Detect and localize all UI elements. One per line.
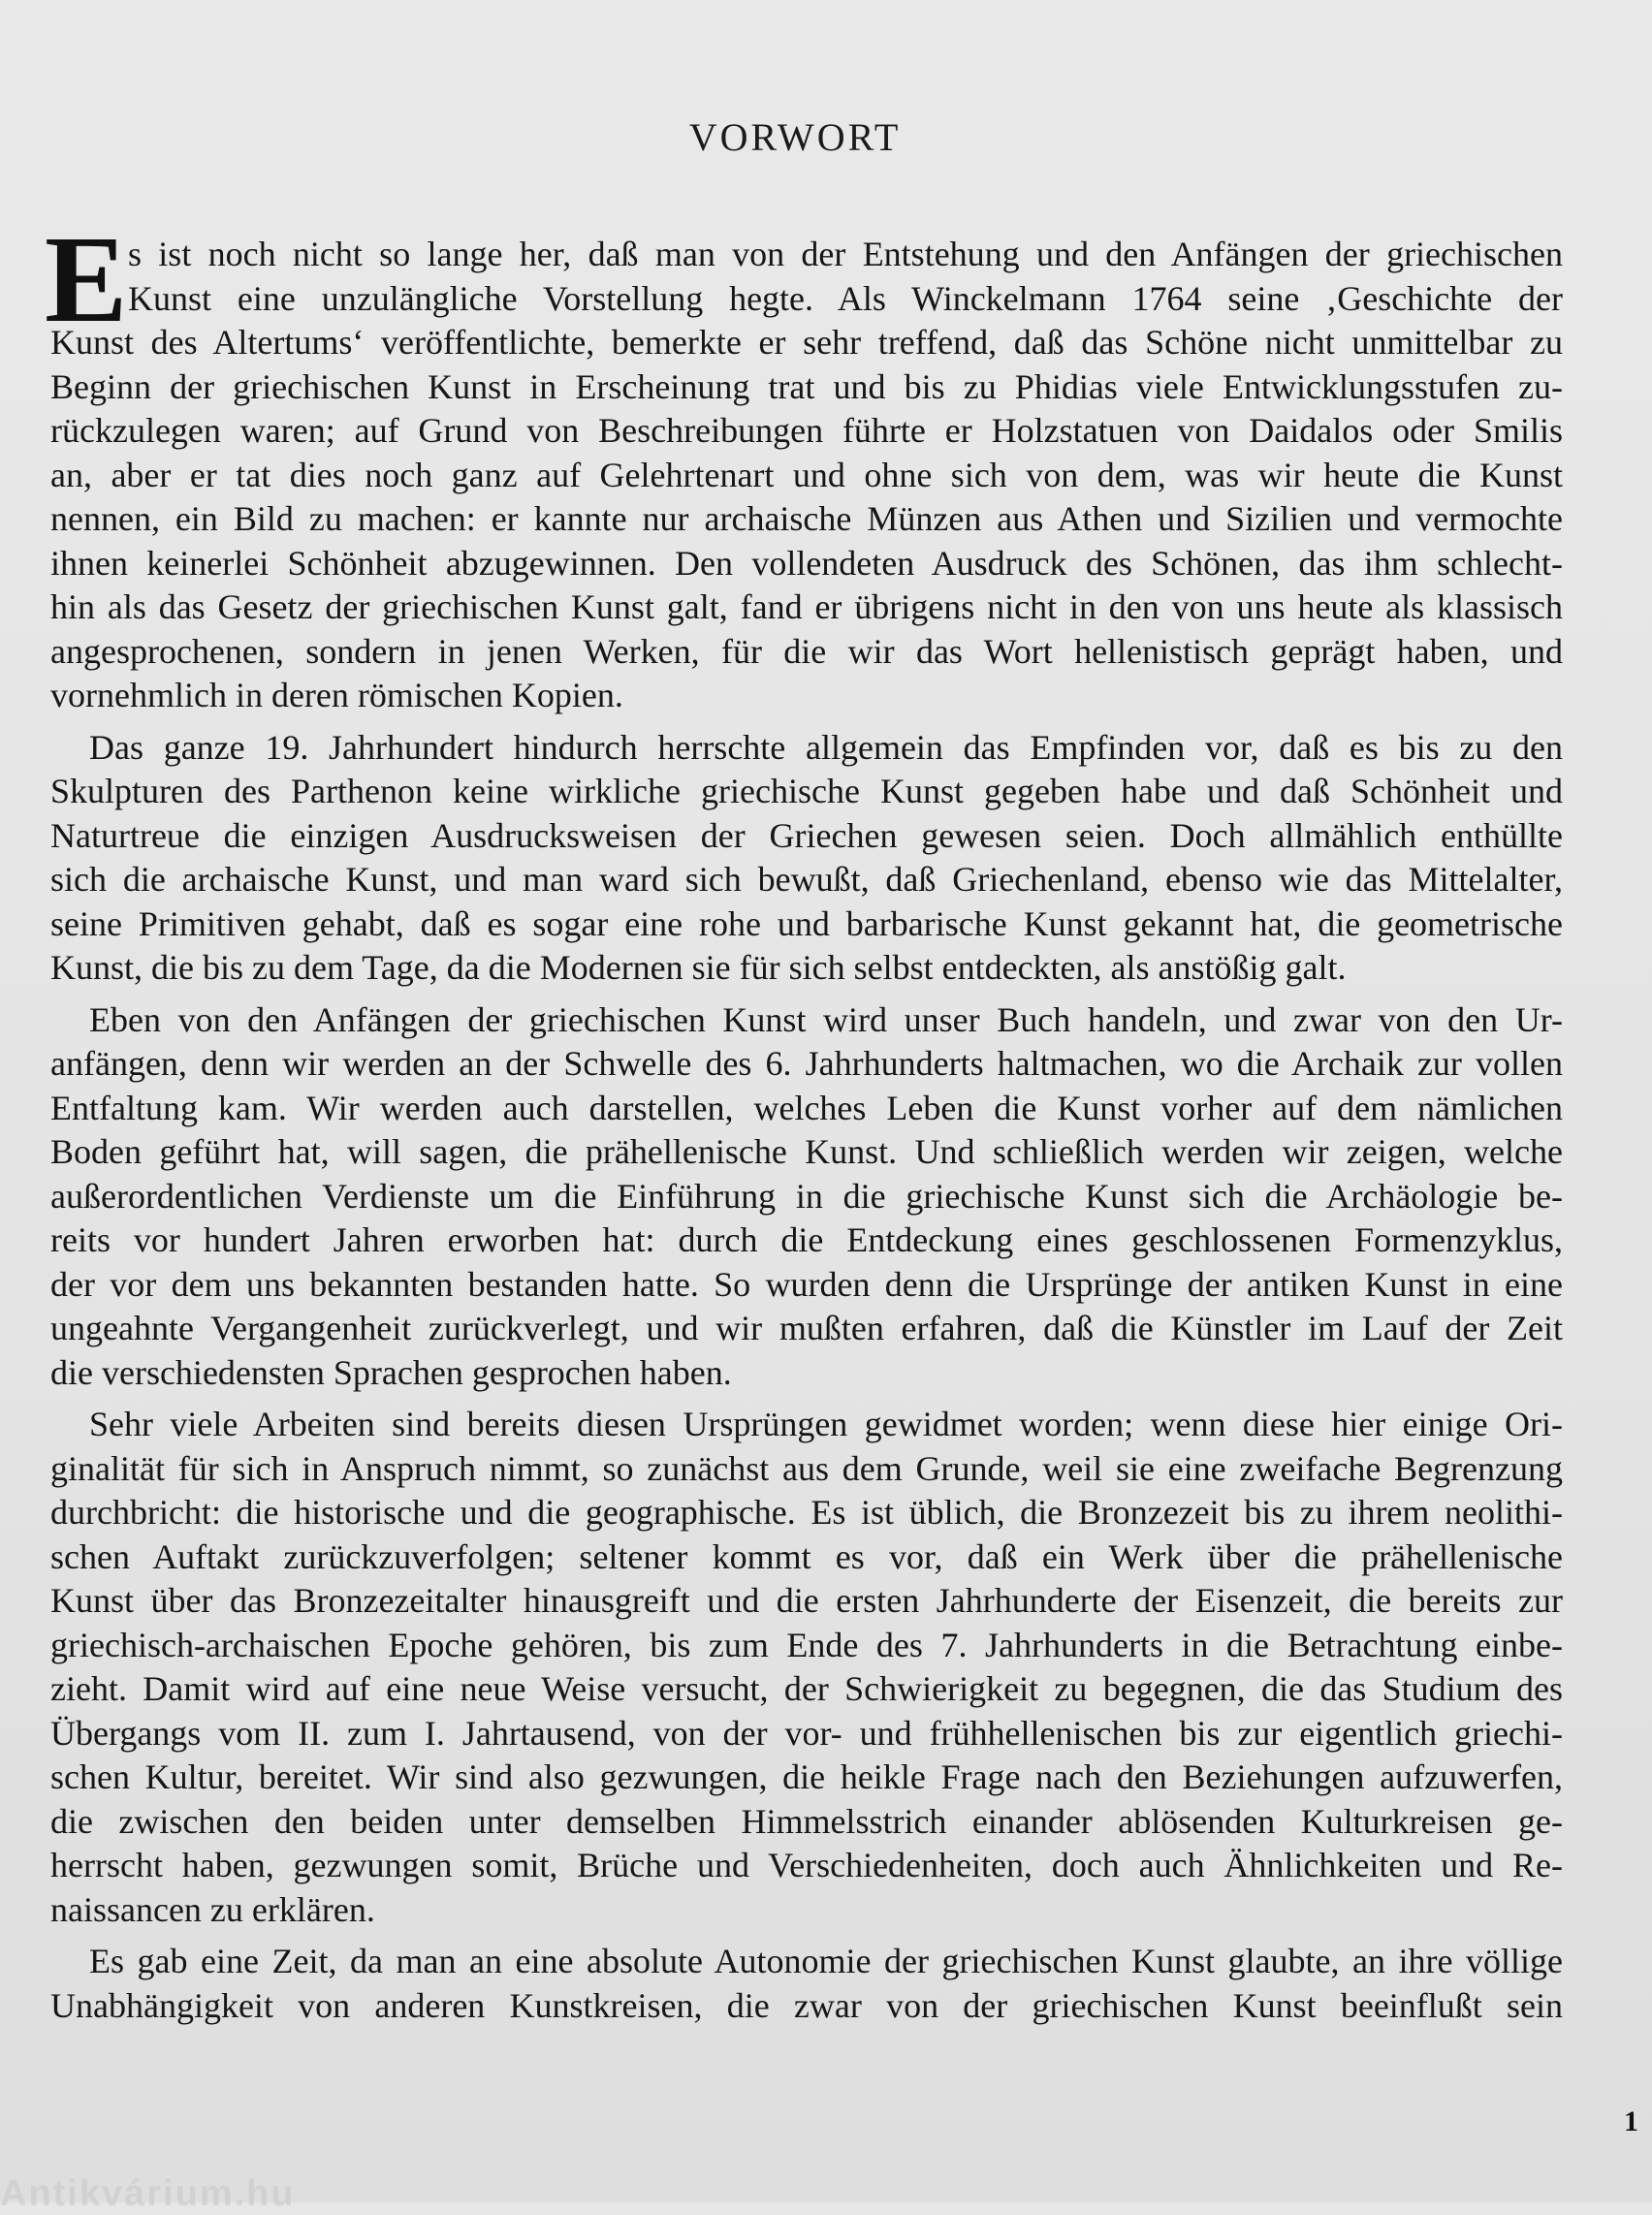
text-line: Beginn der griechischen Kunst in Erscheinung trat und bis zu Phidias viele Entwicklungsstufen zu-	[50, 366, 1563, 406]
page-title: VORWORT	[688, 115, 902, 159]
text-line: rückzulegen waren; auf Grund von Beschreibungen führte er Holzstatuen von Daidalos oder Smilis	[50, 411, 1563, 450]
text-line: Sehr viele Arbeiten sind bereits diesen Ursprüngen gewidmet worden; wenn diese hier einige Ori-	[89, 1405, 1563, 1443]
text-line: Kunst des Altertums‘ veröffentlichte, bemerkte er sehr treffend, daß das Schöne nicht unmittelbar zu	[50, 323, 1563, 362]
paragraph-3	[50, 998, 1563, 1396]
paragraph-2	[50, 726, 1563, 991]
text-line: durchbricht: die historische und die geographische. Es ist üblich, die Bronzezeit bis zu ihrem neolithi-	[50, 1493, 1563, 1532]
text-line: hin als das Gesetz der griechischen Kunst galt, fand er übrigens nicht in den von uns heute als klassisch	[50, 587, 1563, 626]
text-line: Unabhängigkeit von anderen Kunstkreisen, die zwar von der griechischen Kunst beeinflußt sein	[50, 1985, 1563, 2025]
text-line: außerordentlichen Verdienste um die Einführung in die griechische Kunst sich die Archäologie be-	[50, 1176, 1563, 1216]
text-line: Es gab eine Zeit, da man an eine absolute Autonomie der griechischen Kunst glaubte, an ihre völlige	[89, 1942, 1563, 1980]
text-line: griechisch-archaischen Epoche gehören, bis zum Ende des 7. Jahrhunderts in die Betrachtung einbe-	[50, 1625, 1563, 1664]
body-text	[50, 233, 1563, 2036]
text-line: die verschiedensten Sprachen gesprochen haben.	[50, 1352, 732, 1392]
watermark: Antikvárium.hu	[0, 2173, 296, 2214]
text-line: Naturtreue die einzigen Ausdrucksweisen der Griechen gewesen seien. Doch allmählich enthüllte	[50, 815, 1563, 855]
text-line: schen Kultur, bereitet. Wir sind also gezwungen, die heikle Frage nach den Beziehungen aufzuwerfen,	[50, 1757, 1563, 1796]
text-line: zieht. Damit wird auf eine neue Weise versucht, der Schwierigkeit zu begegnen, die das Studium des	[50, 1669, 1563, 1708]
text-line: herrscht haben, gezwungen somit, Brüche und Verschiedenheiten, doch auch Ähnlichkeiten und Re-	[50, 1846, 1563, 1884]
page-number: 1	[1624, 2105, 1638, 2137]
text-line: Das ganze 19. Jahrhundert hindurch herrschte allgemein das Empfinden vor, daß es bis zu den	[89, 727, 1563, 767]
text-line: Kunst eine unzulängliche Vorstellung hegte. Als Winckelmann 1764 seine ‚Geschichte der	[128, 278, 1563, 318]
text-line: Übergangs vom II. zum I. Jahrtausend, von der vor- und frühhellenischen bis zur eigentlich griechi-	[50, 1713, 1563, 1753]
text-line: schen Auftakt zurückzuverfolgen; seltener kommt es vor, daß ein Werk über die prähellenische	[50, 1536, 1563, 1576]
text-line: anfängen, denn wir werden an der Schwelle des 6. Jahrhunderts haltmachen, wo die Archaik zur vollen	[50, 1044, 1563, 1083]
text-line: die zwischen den beiden unter demselben Himmelsstrich einander ablösenden Kulturkreisen ge-	[50, 1801, 1563, 1841]
text-line: reits vor hundert Jahren erworben hat: durch die Entdeckung eines geschlossenen Formenzyklus,	[50, 1220, 1563, 1259]
text-line: Boden geführt hat, will sagen, die prähellenische Kunst. Und schließlich werden wir zeigen, welche	[50, 1132, 1563, 1171]
paragraph-4	[50, 1403, 1563, 1932]
text-line: Skulpturen des Parthenon keine wirkliche griechische Kunst gegeben habe und daß Schönheit und	[50, 772, 1563, 810]
text-line: angesprochenen, sondern in jenen Werken, für die wir das Wort hellenistisch geprägt haben, und	[50, 631, 1563, 671]
paragraph-5	[50, 1940, 1563, 2028]
paragraph-1	[50, 233, 1563, 718]
text-line: Kunst, die bis zu dem Tage, da die Modernen sie für sich selbst entdeckten, als anstößig galt.	[50, 948, 1347, 987]
text-line: Entfaltung kam. Wir werden auch darstellen, welches Leben die Kunst vorher auf dem nämlichen	[50, 1088, 1563, 1127]
text-line: ungeahnte Vergangenheit zurückverlegt, und wir mußten erfahren, daß die Künstler im Lauf der Zeit	[50, 1309, 1563, 1347]
text-line: der vor dem uns bekannten bestanden hatte. So wurden denn die Ursprünge der antiken Kunst in eine	[50, 1264, 1563, 1304]
text-line: nennen, ein Bild zu machen: er kannte nur archaische Münzen aus Athen und Sizilien und vermochte	[50, 499, 1563, 538]
text-line: seine Primitiven gehabt, daß es sogar eine rohe und barbarische Kunst gekannt hat, die geometrische	[50, 903, 1563, 943]
text-line: Kunst über das Bronzezeitalter hinausgreift und die ersten Jahrhunderte der Eisenzeit, die bereits zur	[50, 1581, 1563, 1620]
text-line: an, aber er tat dies noch ganz auf Gelehrtenart und ohne sich von dem, was wir heute die Kunst	[50, 455, 1563, 494]
text-line: naissancen zu erklären.	[50, 1889, 375, 1929]
text-line: vornehmlich in deren römischen Kopien.	[50, 676, 623, 714]
text-line: ihnen keinerlei Schönheit abzugewinnen. Den vollendeten Ausdruck des Schönen, das ihm schlecht-	[50, 543, 1563, 583]
text-line: sich die archaische Kunst, und man ward sich bewußt, daß Griechenland, ebenso wie das Mittelalter,	[50, 860, 1563, 899]
text-line: ginalität für sich in Anspruch nimmt, so zunächst aus dem Grunde, weil sie eine zweifache Begrenzung	[50, 1448, 1563, 1488]
drop-cap: E	[45, 210, 128, 348]
text-line: s ist noch nicht so lange her, daß man von der Entstehung und den Anfängen der griechischen	[128, 235, 1563, 273]
text-line: Eben von den Anfängen der griechischen Kunst wird unser Buch handeln, und zwar von den Ur-	[89, 999, 1563, 1039]
